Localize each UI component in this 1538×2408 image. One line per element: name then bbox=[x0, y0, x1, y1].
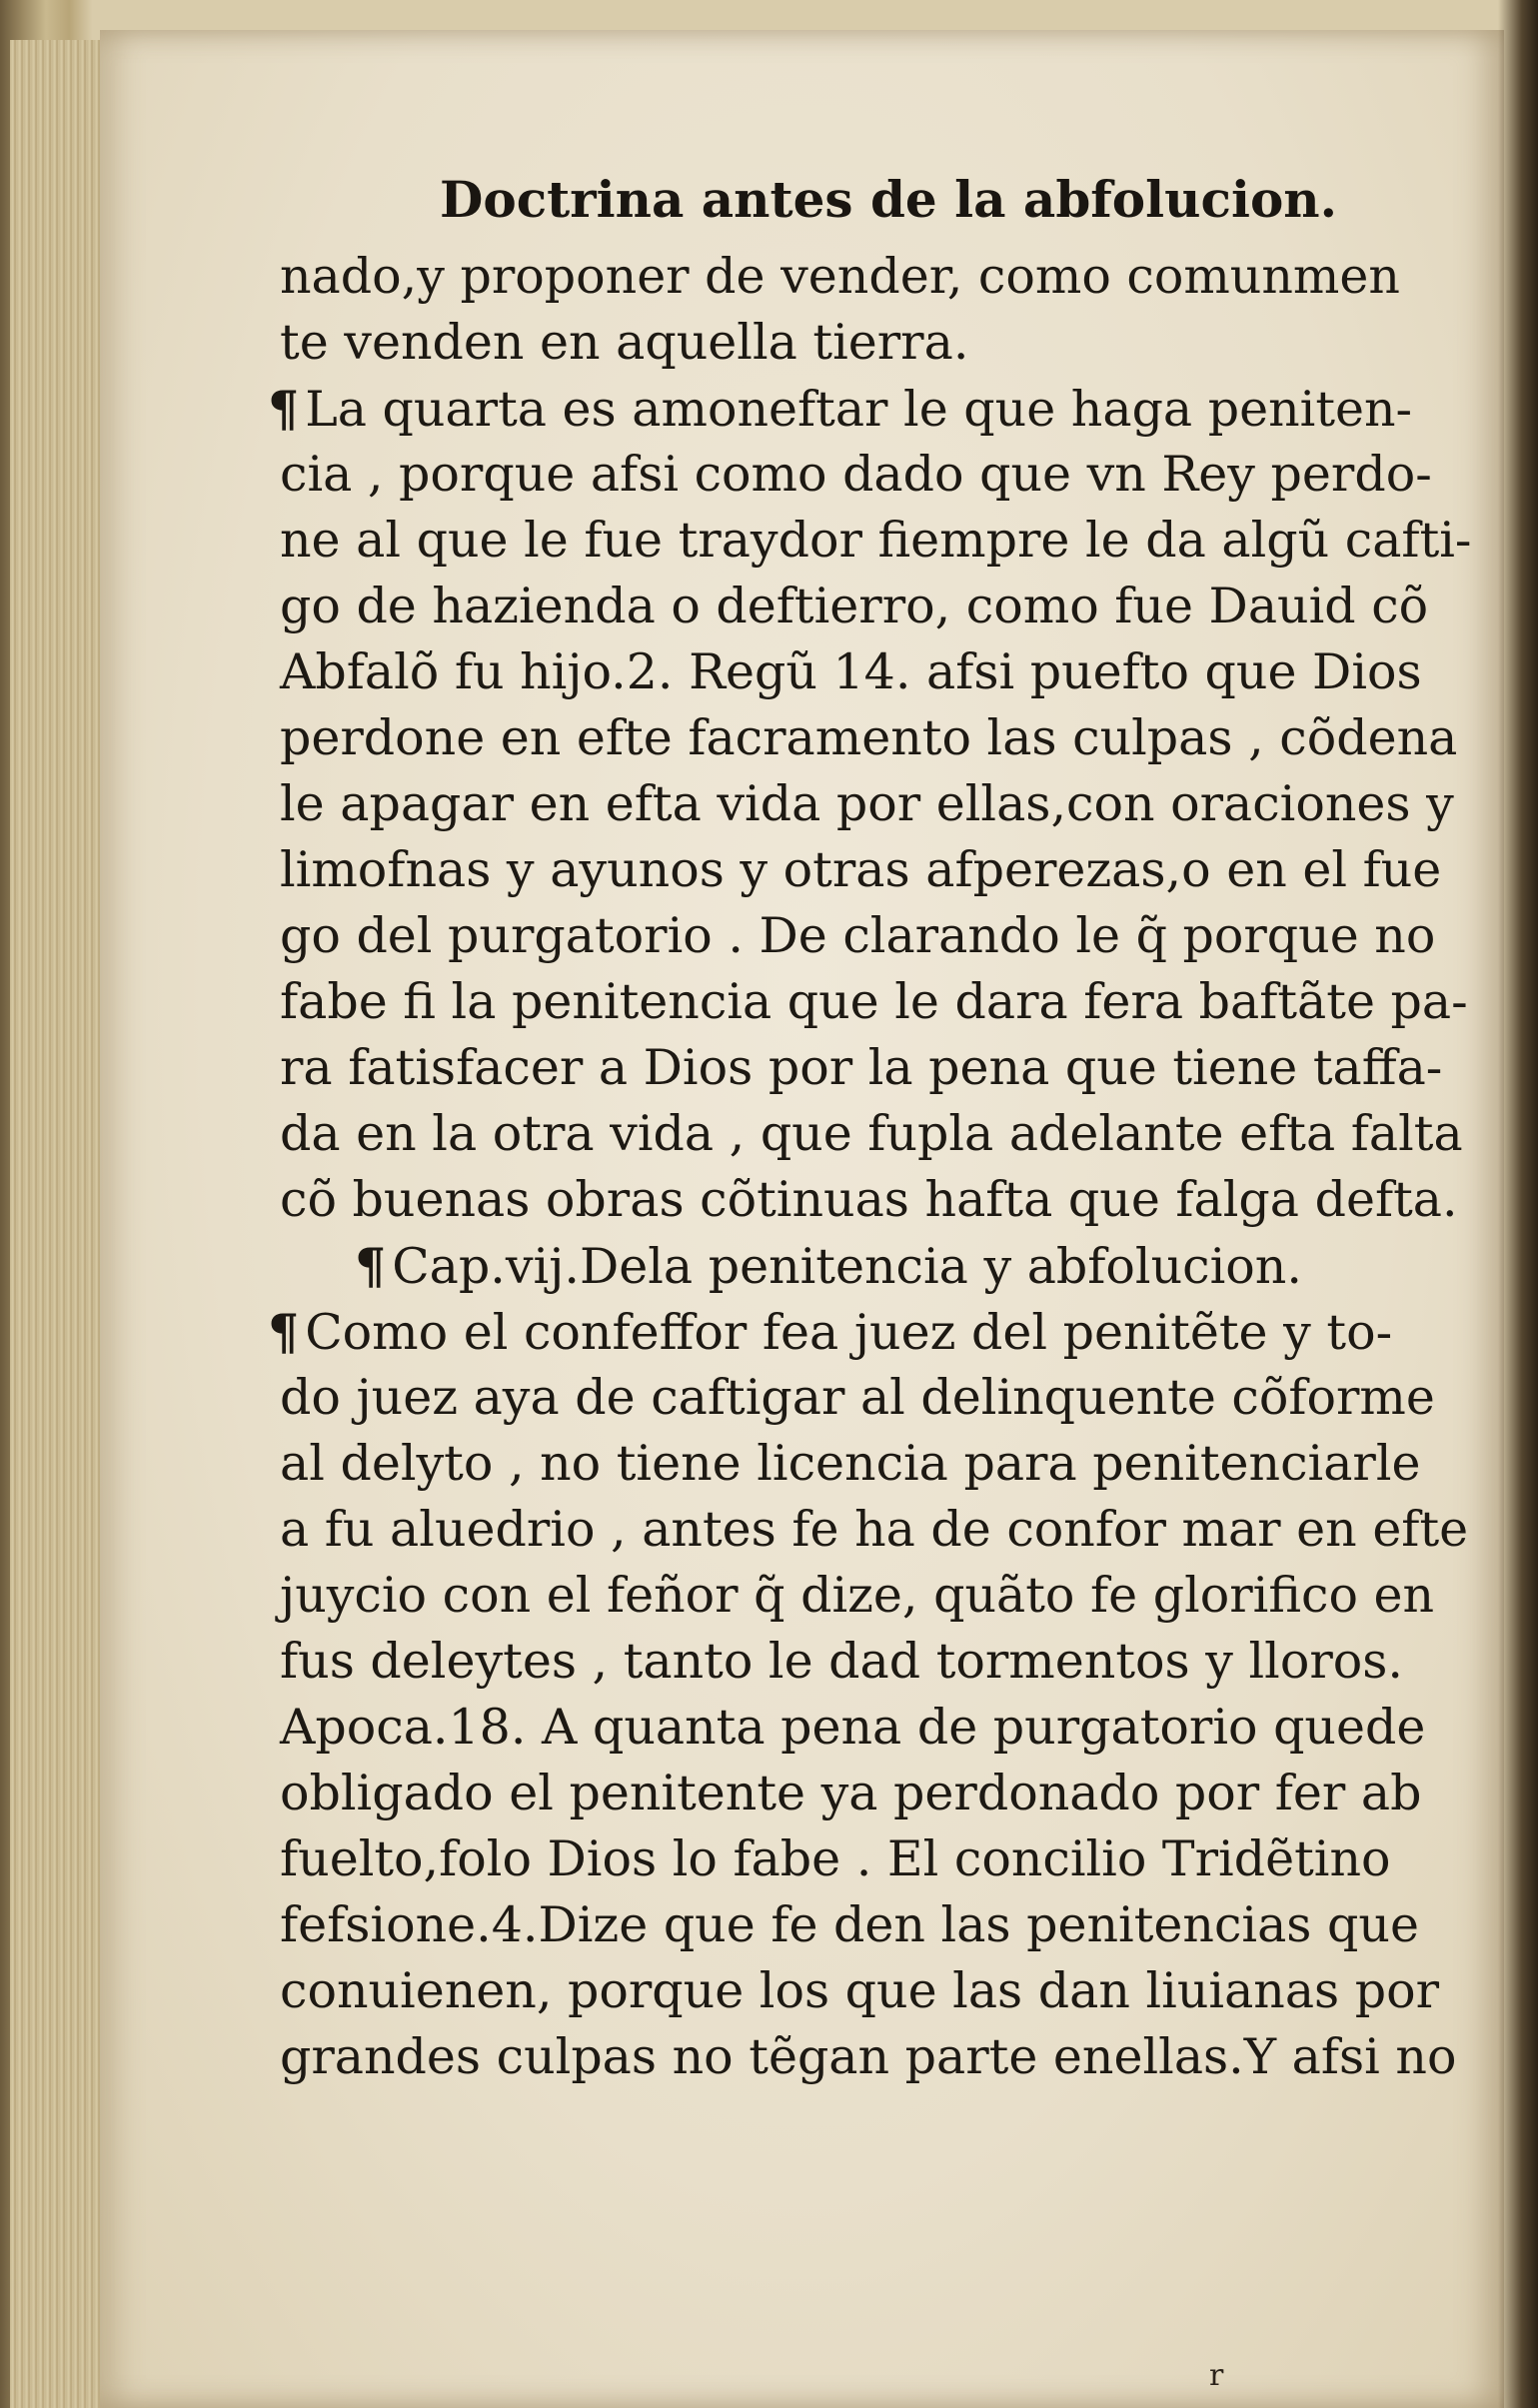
text-line: juycio con el feñor q̃ dize, quãto fe glorifico en bbox=[280, 1567, 1435, 1624]
chapter-heading: ¶ Cap.vij.Dela penitencia y abfolucion. bbox=[355, 1237, 1302, 1295]
text-line: le apagar en efta vida por ellas,con oraciones y bbox=[280, 775, 1454, 832]
page-edges bbox=[10, 40, 110, 2408]
pilcrow-mark: ¶ bbox=[268, 1303, 300, 1361]
text-line: cõ buenas obras cõtinuas hafta que falga defta. bbox=[280, 1171, 1458, 1228]
text-line: nado,y proponer de vender, como comunmen bbox=[280, 248, 1400, 305]
text-line: ¶ La quarta es amoneftar le que haga peniten- bbox=[268, 380, 1413, 438]
text-line: fabe fi la penitencia que le dara fera baftãte pa- bbox=[280, 973, 1468, 1030]
text-line: Apoca.18. A quanta pena de purgatorio quede bbox=[280, 1699, 1426, 1756]
text-line: conuienen, porque los que las dan liuianas por bbox=[280, 1962, 1440, 2019]
text-line: ra fatisfacer a Dios por la pena que tiene taffa- bbox=[280, 1039, 1443, 1096]
text-line: obligado el penitente ya perdonado por fer ab bbox=[280, 1765, 1422, 1821]
folio-mark: r bbox=[1209, 2358, 1224, 2393]
text-line: cia , porque afsi como dado que vn Rey perdo- bbox=[280, 446, 1432, 503]
text-line: fus deleytes , tanto le dad tormentos y lloros. bbox=[280, 1633, 1403, 1690]
text-line: al delyto , no tiene licencia para penitenciarle bbox=[280, 1435, 1421, 1492]
text-line: do juez aya de caftigar al delinquente cõforme bbox=[280, 1369, 1435, 1426]
text-line: Abfalõ fu hijo.2. Regũ 14. afsi puefto que Dios bbox=[280, 643, 1422, 700]
text-line: te venden en aquella tierra. bbox=[280, 314, 969, 371]
pilcrow-mark: ¶ bbox=[268, 380, 300, 438]
text-line: da en la otra vida , que fupla adelante efta falta bbox=[280, 1105, 1463, 1162]
text-line: ne al que le fue traydor fiempre le da algũ cafti- bbox=[280, 512, 1472, 569]
text-line: ¶ Como el confeffor fea juez del penitẽte y to- bbox=[268, 1303, 1393, 1361]
text-line: a fu aluedrio , antes fe ha de confor mar en efte bbox=[280, 1501, 1469, 1558]
spine-shadow bbox=[1498, 0, 1538, 2408]
text-line: fefsione.4.Dize que fe den las penitencias que bbox=[280, 1896, 1419, 1953]
text-line: go de hazienda o deftierro, como fue Dauid cõ bbox=[280, 578, 1429, 634]
text-line: grandes culpas no tẽgan parte enellas.Y afsi no bbox=[280, 2028, 1457, 2085]
pilcrow-mark: ¶ bbox=[355, 1237, 387, 1295]
text-line: go del purgatorio . De clarando le q̃ porque no bbox=[280, 907, 1436, 964]
running-head: Doctrina antes de la abfolucion. bbox=[440, 170, 1338, 229]
text-line: limofnas y ayunos y otras afperezas,o en el fue bbox=[280, 841, 1442, 898]
text-line: perdone en efte facramento las culpas , cõdena bbox=[280, 709, 1458, 766]
text-line: fuelto,folo Dios lo fabe . El concilio Tridẽtino bbox=[280, 1830, 1391, 1887]
